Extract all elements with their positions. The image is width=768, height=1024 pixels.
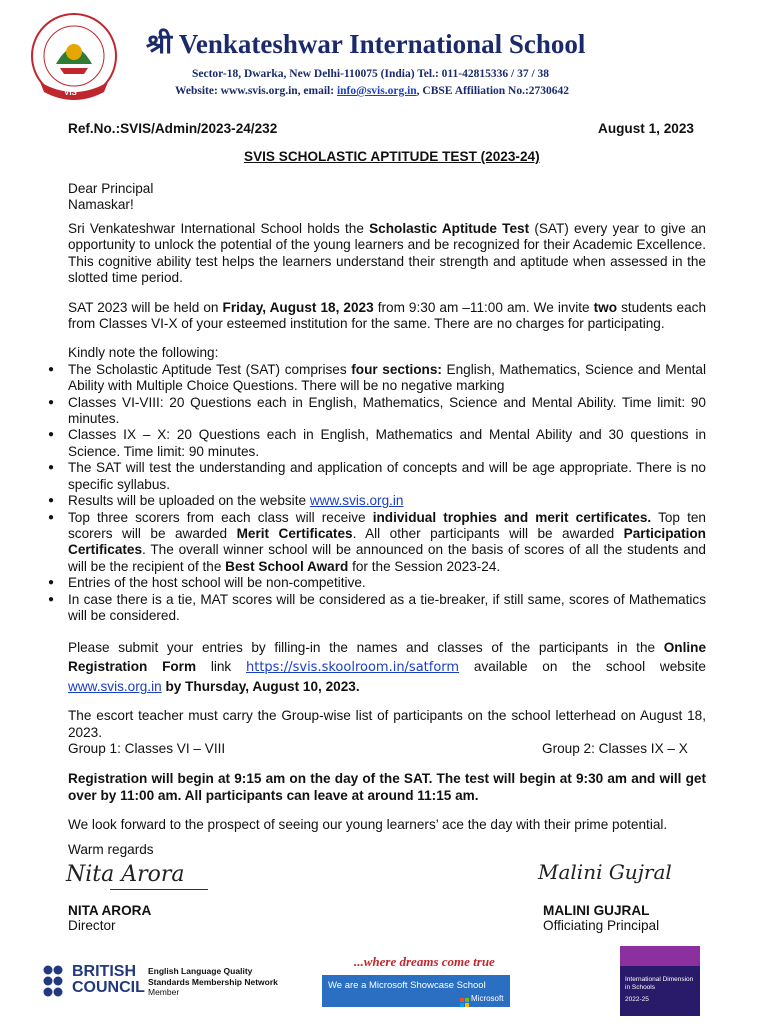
ids-title: International Dimension in Schools: [625, 976, 694, 991]
registration-form-link[interactable]: https://svis.skoolroom.in/satform: [246, 660, 460, 676]
letter-date: August 1, 2023: [598, 121, 694, 136]
british-council-wordmark: BRITISH COUNCIL: [72, 963, 145, 996]
note-intro: Kindly note the following:: [68, 345, 219, 361]
paragraph-closing-note: We look forward to the prospect of seeing our young learners’ ace the day with their prime potential.: [68, 816, 668, 832]
signature-left: Nita Arora: [66, 862, 185, 887]
director-title: Director: [68, 918, 116, 933]
closing: Warm regards: [68, 842, 154, 858]
list-item: ● Classes IX – X: 20 Questions each in English, Mathematics and Mental Ability and 30 questions in Science. Time limit: 90 minutes.: [68, 427, 706, 460]
microsoft-brand-text: Microsoft: [471, 994, 504, 1003]
ids-badge-stripe: [620, 946, 700, 966]
paragraph-sat-date: SAT 2023 will be held on Friday, August 18, 2023 from 9:30 am –11:00 am. We invite two students each from Classes VI-X of your esteemed institution for the same. There are no charges for participating.: [68, 299, 706, 332]
website-link[interactable]: www.svis.org.in: [309, 493, 404, 509]
ref-number: Ref.No.:SVIS/Admin/2023-24/232: [68, 121, 278, 136]
principal-title: Officiating Principal: [543, 918, 660, 933]
microsoft-showcase-text: We are a Microsoft Showcase School: [328, 980, 486, 991]
paragraph-escort: The escort teacher must carry the Group-wise list of participants on the school letterhead on August 18, 2023.: [68, 708, 706, 740]
letter-body: [68, 221, 706, 859]
school-website-link[interactable]: www.svis.org.in: [68, 679, 162, 695]
microsoft-logo-icon: [460, 995, 469, 1004]
signature-right: Malini Gujral: [538, 860, 672, 884]
list-item: ● Entries of the host school will be non-competitive.: [68, 575, 706, 591]
list-item: ● Results will be uploaded on the website www.svis.org.in: [68, 493, 706, 509]
british-council-logo: [42, 964, 282, 1004]
school-name: [146, 24, 585, 61]
tagline: ...where dreams come true: [354, 954, 495, 969]
ids-award-badge: [620, 946, 700, 1016]
salutation-line1: Dear Principal: [68, 181, 154, 196]
list-item: ● The Scholastic Aptitude Test (SAT) comprises four sections: English, Mathematics, Science and Mental Ability with Multiple Choice Questions. There will be no negative marking: [68, 362, 706, 395]
british-council-desc: English Language Quality Standards Membership Network Member: [148, 966, 278, 997]
list-item: ● Top three scorers from each class will receive individual trophies and merit certificates. Top ten scorers will be awarded Merit Certificates. All other participants will be awarded Participation Certificates. The overall winner school will be announced on the basis of scores of all the students and will be the recipient of the Best School Award for the Session 2023-24.: [68, 510, 706, 576]
list-item: ● The SAT will test the understanding and application of concepts and will be age appropriate. There is no specific syllabus.: [68, 460, 706, 493]
address-line: Sector-18, Dwarka, New Delhi-110075 (India) Tel.: 011-42815336 / 37 / 38: [192, 68, 550, 80]
british-council-dots-icon: [42, 964, 72, 998]
list-item: ● Classes VI-VIII: 20 Questions each in English, Mathematics, Science and Mental Ability. Time limit: 90 minutes.: [68, 395, 706, 428]
salutation: [68, 181, 153, 214]
paragraph-timing: Registration will begin at 9:15 am on the day of the SAT. The test will begin at 9:30 am and will get over by 11:00 am. All participants can leave at around 11:15 am.: [68, 771, 706, 803]
email-link[interactable]: info@svis.org.in: [336, 85, 417, 97]
website-prefix: Website: www.svis.org.in, email:: [175, 85, 337, 97]
logo-ribbon-text: VIS: [64, 88, 77, 97]
school-name-text: Venkateshwar International School: [178, 29, 586, 59]
school-logo: [26, 12, 122, 104]
group-1: Group 1: Classes VI – VIII: [68, 741, 226, 757]
school-name-prefix: श्री: [146, 29, 173, 59]
paragraph-intro: Sri Venkateshwar International School holds the Scholastic Aptitude Test (SAT) every year to give an opportunity to unlock the potential of the young learners and be recognized for their Academic Excellence. This cognitive ability test helps the learners understand their strength and aptitude when assessed in the slotted time period.: [68, 221, 706, 286]
signature-underline: [110, 889, 208, 890]
affiliation: , CBSE Affiliation No.:2730642: [416, 85, 570, 97]
list-item: ● In case there is a tie, MAT scores will be considered as a tie-breaker, if still same, scores of Mathematics will be considered.: [68, 592, 706, 625]
group-2: Group 2: Classes IX – X: [542, 741, 688, 757]
principal-name: MALINI GUJRAL: [543, 903, 650, 918]
salutation-line2: Namaskar!: [68, 197, 134, 213]
director-name: NITA ARORA: [68, 903, 152, 918]
letter-title: SVIS SCHOLASTIC APTITUDE TEST (2023-24): [244, 149, 540, 164]
paragraph-registration: Please submit your entries by filling-in the names and classes of the participants in the Online Registration Form link https://svis.skoolroom.in/satform available on the school website www.svis.org.in by Thursday, August 10, 2023.: [68, 640, 706, 695]
notes-list: [68, 362, 706, 625]
groups-row: [68, 741, 706, 758]
website-line: [175, 85, 569, 97]
ids-years: 2022-25: [625, 996, 649, 1003]
microsoft-showcase-badge: [322, 975, 510, 1007]
